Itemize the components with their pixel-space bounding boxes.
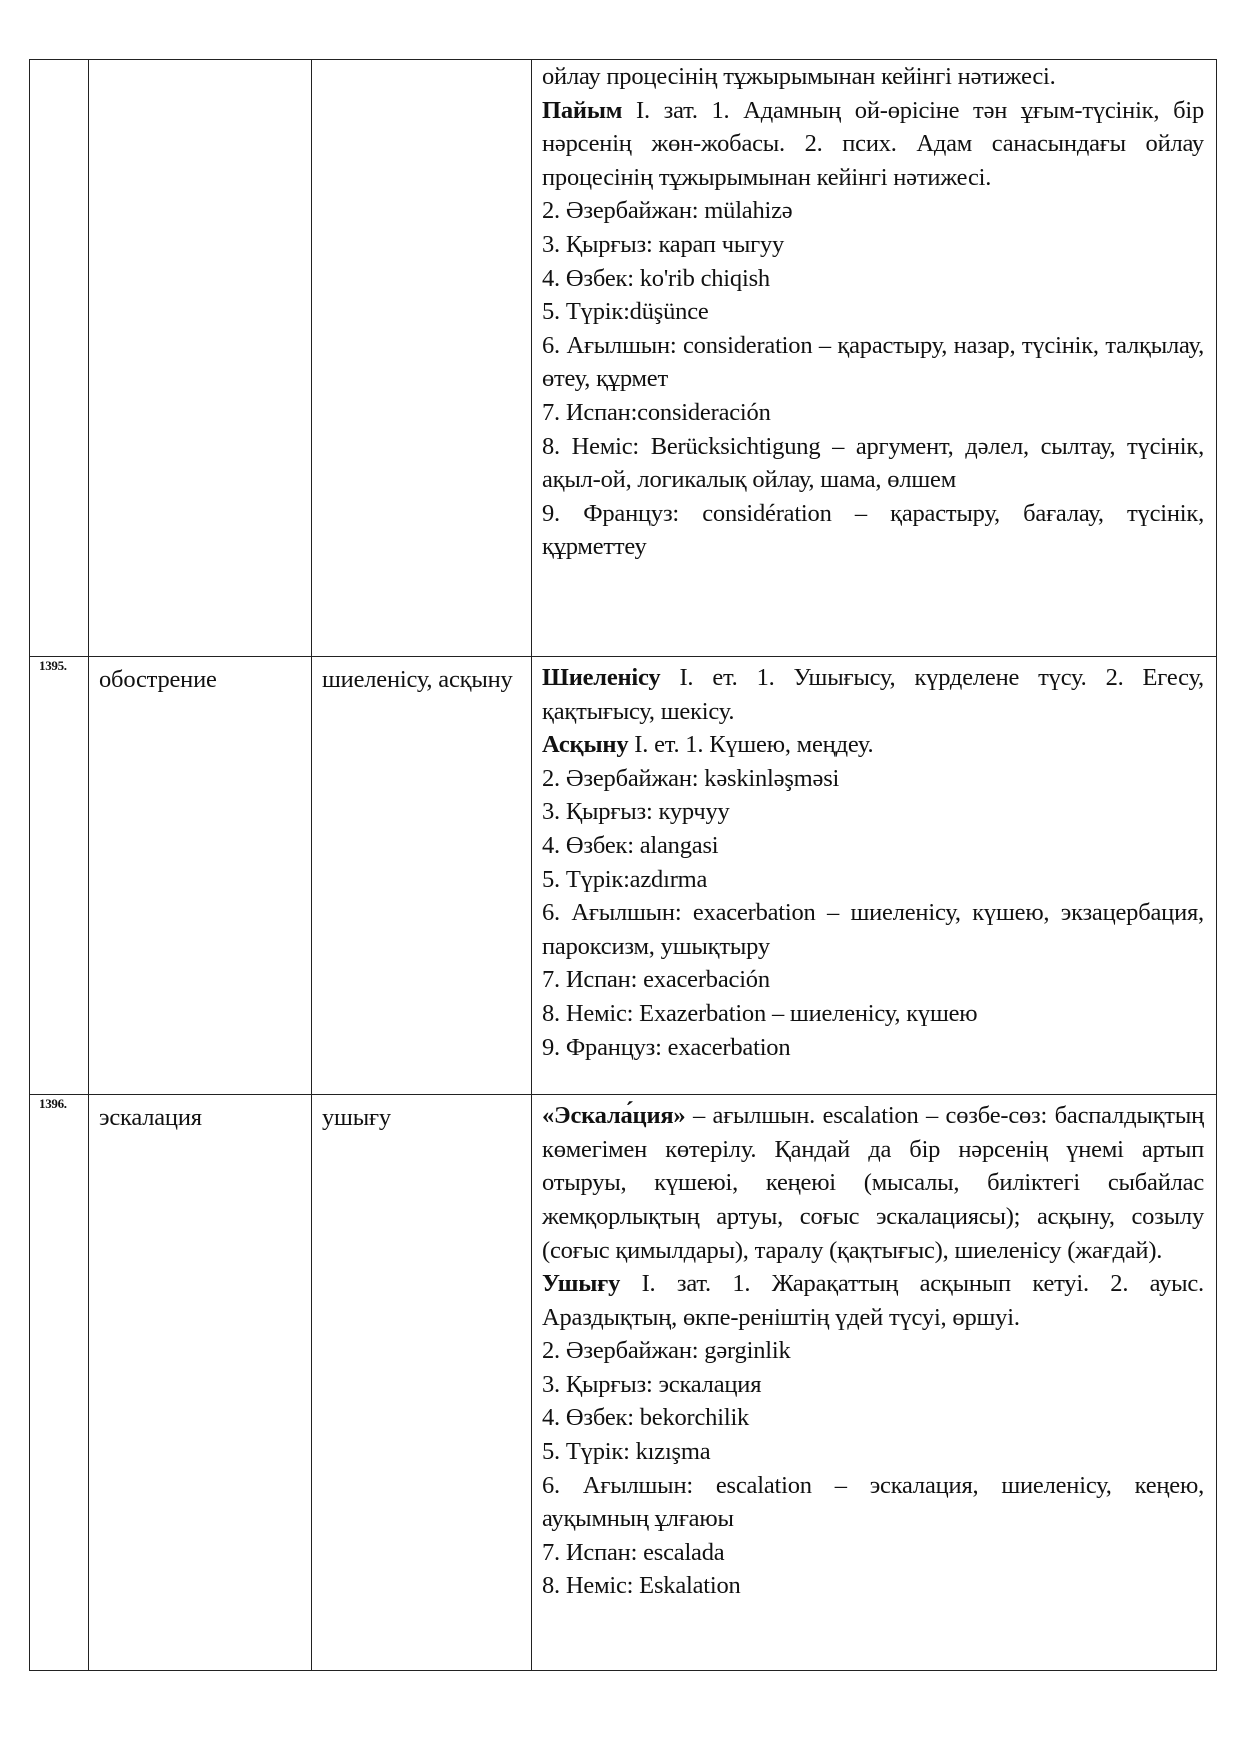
definition xyxy=(532,1095,1216,1607)
definition-line xyxy=(542,1368,1204,1402)
definition-text: 9. Француз: exacerbation xyxy=(542,1033,791,1061)
kazakh-term-cell xyxy=(312,1095,532,1671)
definition-line xyxy=(542,329,1204,396)
definition-text: 5. Түрік:azdırma xyxy=(542,865,708,893)
kazakh-term: шиеленісу, асқыну xyxy=(322,666,513,693)
definition-line xyxy=(542,829,1204,863)
table-row xyxy=(30,60,1217,657)
definition-line xyxy=(542,997,1204,1031)
definition-line xyxy=(542,963,1204,997)
definition-text: ойлау процесінің тұжырымынан кейінгі нәтижесі. xyxy=(542,63,1056,90)
entry-number xyxy=(30,60,88,61)
definition-text: 2. Әзербайжан: gərginlik xyxy=(542,1337,791,1365)
definition-text: I. ет. 1. Күшею, меңдеу. xyxy=(628,731,874,759)
russian-term: эскалация xyxy=(99,1104,202,1132)
definition-line xyxy=(542,1536,1204,1570)
headword: Ушығу xyxy=(542,1270,621,1298)
dictionary-body xyxy=(30,60,1217,1671)
russian-term-cell xyxy=(89,1095,312,1671)
definition-text: – ағылшын. escalation – сөзбе-сөз: баспалдықтың көмегімен көтерілу. Қандай да бір нәрсенің үнемі артып отыруы, күшеюі, кеңеюі (мысалы, биліктегі сыбайлас жемқорлықтың артуы, соғыс эскалациясы); асқыну, созылу (соғыс қимылдары), таралу (қақтығыс), шиеленісу (жағдай). xyxy=(542,1102,1204,1264)
table-row xyxy=(30,657,1217,1095)
definition-line xyxy=(542,1469,1204,1536)
definition-line xyxy=(542,497,1204,564)
russian-term: обострение xyxy=(99,666,217,693)
definition-text: 3. Қырғыз: курчуу xyxy=(542,798,730,826)
entry-number-cell xyxy=(30,657,89,1095)
headword: Асқыну xyxy=(542,731,629,759)
definition-line xyxy=(542,194,1204,228)
definition-cell xyxy=(532,60,1217,657)
kazakh-term-cell xyxy=(312,60,532,657)
definition-text: 2. Әзербайжан: mülahizə xyxy=(542,197,793,225)
dictionary-table xyxy=(29,59,1217,1671)
russian-term-cell xyxy=(89,60,312,657)
entry-number: 1395. xyxy=(39,658,67,673)
definition-line xyxy=(542,430,1204,497)
definition-line xyxy=(542,295,1204,329)
definition-text: 3. Қырғыз: карап чыгуу xyxy=(542,230,785,258)
definition-text: 8. Неміс: Berücksichtigung – аргумент, дәлел, сылтау, түсінік, ақыл-ой, логикалық ойлау, шама, өлшем xyxy=(542,432,1204,494)
definition-text: 5. Түрік:düşünce xyxy=(542,298,709,326)
definition-line xyxy=(542,262,1204,296)
entry-number-cell xyxy=(30,1095,89,1671)
definition-text: 4. Өзбек: bekorchilik xyxy=(542,1404,750,1432)
definition-text: I. ет. 1. Ушығысу, күрделене түсу. 2. Егесу, қақтығысу, шекісу. xyxy=(542,664,1204,725)
definition-line xyxy=(542,661,1204,728)
definition-line xyxy=(542,1031,1204,1065)
definition-line xyxy=(542,1401,1204,1435)
definition-text: 8. Неміс: Eskalation xyxy=(542,1572,741,1600)
definition-line xyxy=(542,228,1204,262)
kazakh-term-cell xyxy=(312,657,532,1095)
russian-term-cell xyxy=(89,657,312,1095)
definition-line xyxy=(542,60,1204,94)
kazakh-term xyxy=(312,60,531,66)
definition-text: 7. Испан:consideración xyxy=(542,398,771,426)
russian-term xyxy=(89,60,311,66)
entry-number-cell xyxy=(30,60,89,657)
definition-text: I. зат. 1. Жарақаттың асқынып кетуі. 2. ауыс. Араздықтың, өкпе-реніштің үдей түсуі, өршуі. xyxy=(542,1270,1204,1331)
definition-line xyxy=(542,1099,1204,1267)
definition-line xyxy=(542,1435,1204,1469)
kazakh-term: ушығу xyxy=(322,1104,391,1132)
definition-text: 7. Испан: exacerbación xyxy=(542,966,770,994)
definition-text: 6. Ағылшын: escalation – эскалация, шиеленісу, кеңею, ауқымның ұлғаюы xyxy=(542,1471,1204,1533)
definition-text: I. зат. 1. Адамның ой-өрісіне тән ұғым-түсінік, бір нәрсенің жөн-жобасы. 2. псих. Адам санасындағы ойлау процесінің тұжырымынан кейінгі нәтижесі. xyxy=(542,96,1204,191)
definition xyxy=(532,60,1216,594)
definition-text: 7. Испан: escalada xyxy=(542,1538,725,1566)
definition-cell xyxy=(532,657,1217,1095)
definition-line xyxy=(542,94,1204,195)
definition-line xyxy=(542,1334,1204,1368)
headword: Пайым xyxy=(542,96,623,124)
definition-text: 6. Ағылшын: exacerbation – шиеленісу, күшею, экзацербация, пароксизм, ушықтыру xyxy=(542,899,1204,960)
table-row xyxy=(30,1095,1217,1671)
definition-line xyxy=(542,795,1204,829)
definition-text: 4. Өзбек: ko'rib chiqish xyxy=(542,264,770,292)
definition-text: 4. Өзбек: alangasi xyxy=(542,831,719,859)
definition-line xyxy=(542,1267,1204,1334)
definition-text: 9. Француз: considération – қарастыру, бағалау, түсінік, құрметтеу xyxy=(542,499,1204,561)
definition-text: 3. Қырғыз: эскалация xyxy=(542,1370,762,1398)
headword: «Эскала́ция» xyxy=(542,1102,686,1130)
definition xyxy=(532,657,1216,1094)
definition-text: 8. Неміс: Exazerbation – шиеленісу, күшею xyxy=(542,999,978,1027)
definition-line xyxy=(542,863,1204,897)
definition-text: 2. Әзербайжан: kəskinləşməsi xyxy=(542,764,840,792)
definition-line xyxy=(542,1569,1204,1603)
definition-cell xyxy=(532,1095,1217,1671)
headword: Шиеленісу xyxy=(542,664,661,691)
definition-line xyxy=(542,396,1204,430)
definition-line xyxy=(542,728,1204,762)
entry-number: 1396. xyxy=(39,1096,67,1112)
definition-line xyxy=(542,762,1204,796)
definition-text: 5. Түрік: kızışma xyxy=(542,1438,711,1466)
definition-text: 6. Ағылшын: consideration – қарастыру, назар, түсінік, талқылау, өтеу, құрмет xyxy=(542,331,1204,393)
definition-line xyxy=(542,896,1204,963)
